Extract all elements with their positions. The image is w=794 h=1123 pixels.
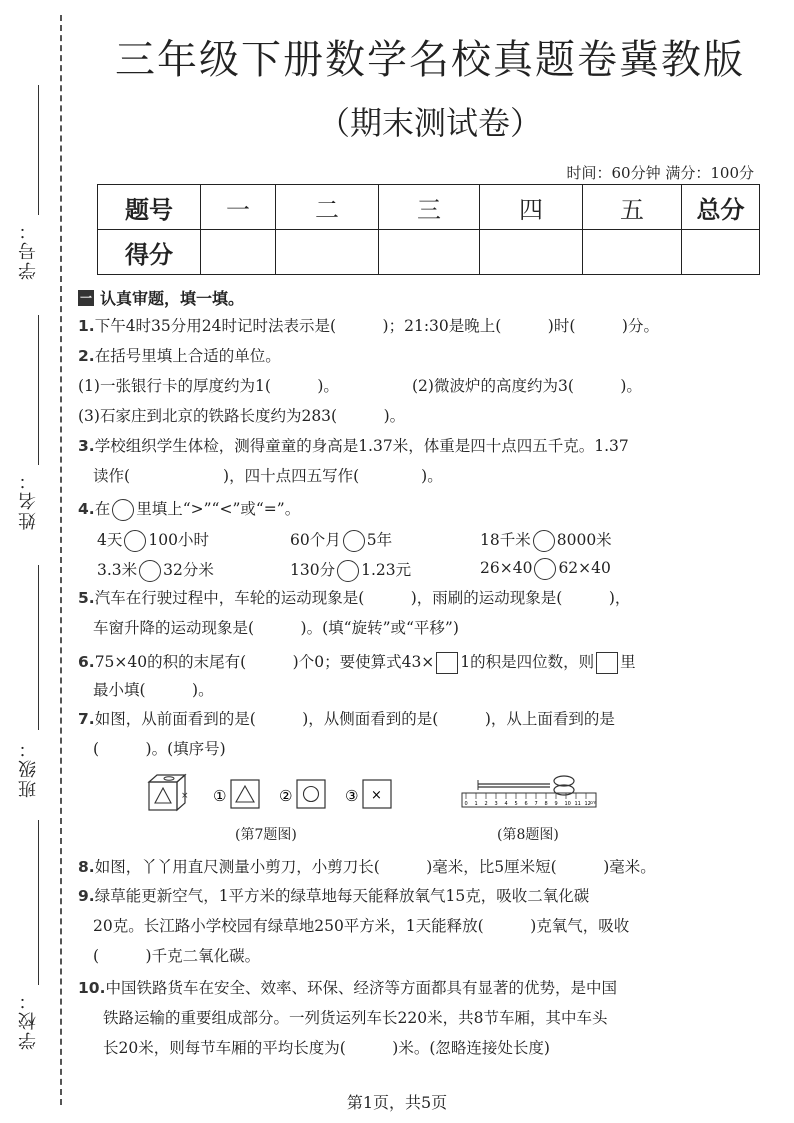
- comparison-left: 18千米: [480, 531, 531, 549]
- name-label: 姓名：: [18, 470, 39, 530]
- class-line: [38, 565, 39, 730]
- question-9-line-2: 20克。长江路小学校园有绿草地250平方米，1天能释放( )克氧气，吸收: [93, 917, 630, 935]
- answer-circle[interactable]: [112, 499, 134, 521]
- question-5-line-2: 车窗升降的运动现象是( )。(填“旋转”或“平移”): [93, 619, 459, 637]
- scissors-icon: [478, 776, 574, 795]
- question-10-line-3: 长20米，则每节车厢的平均长度为( )米。(忽略连接处长度): [103, 1039, 550, 1057]
- score-table-score-row: [98, 230, 760, 275]
- score-cell[interactable]: [276, 230, 379, 275]
- ruler-tick-label: 3: [494, 801, 498, 807]
- question-text: 汽车在行驶过程中，车轮的运动现象是( )，雨刷的运动现象是( )，: [94, 589, 631, 607]
- question-text: 在括号里填上合适的单位。: [94, 347, 281, 365]
- svg-text:×: ×: [181, 791, 189, 801]
- question-number: 8.: [78, 858, 95, 876]
- question-text: 75×40的积的末尾有( )个0；要使算式43×: [94, 653, 435, 671]
- triangle-icon: [236, 786, 254, 802]
- comparison-right: 32分米: [163, 561, 214, 579]
- question-number: 6.: [78, 653, 95, 671]
- question-1: [78, 314, 659, 336]
- score-cell[interactable]: [583, 230, 682, 275]
- question-5: [78, 586, 630, 608]
- page-footer: 第1页，共5页: [346, 1093, 448, 1112]
- answer-circle[interactable]: [124, 530, 146, 552]
- comparison-left: 130分: [290, 561, 336, 579]
- answer-circle[interactable]: [534, 558, 556, 580]
- page-title: 三年级下册数学名校真题卷冀教版: [115, 37, 745, 83]
- table-cell: 总分: [682, 185, 760, 230]
- answer-circle[interactable]: [533, 530, 555, 552]
- comparison-item: [290, 528, 392, 552]
- question-9: [78, 884, 589, 906]
- option-1-label: ①: [213, 787, 227, 805]
- binding-dashed-line: [60, 15, 62, 1105]
- ruler-tick-label: 6: [524, 801, 528, 807]
- answer-circle[interactable]: [343, 530, 365, 552]
- comparison-right: 1.23元: [361, 561, 412, 579]
- comparison-right: 5年: [366, 531, 393, 549]
- question-7-line-2: ( )。(填序号): [93, 740, 226, 758]
- comparison-left: 3.3米: [97, 561, 138, 579]
- comparison-right: 100小时: [148, 531, 209, 549]
- score-cell[interactable]: [201, 230, 276, 275]
- option-2-label: ②: [279, 787, 293, 805]
- question-3: [78, 434, 629, 456]
- comparison-left: 60个月: [290, 531, 341, 549]
- circle-icon: [304, 787, 319, 802]
- page-subtitle: （期末测试卷）: [317, 104, 542, 142]
- comparison-item: [480, 528, 612, 552]
- question-number: 10.: [78, 979, 106, 997]
- question-2: [78, 344, 281, 366]
- ruler-tick-label: 12: [584, 801, 591, 807]
- section-title: 认真审题，填一填。: [100, 289, 245, 308]
- question-4: [78, 497, 300, 521]
- question-6-line-2: 最小填( )。: [93, 681, 214, 699]
- cross-icon: ×: [371, 788, 382, 803]
- option-3-label: ③: [345, 787, 359, 805]
- question-text: 里填上“>”“<”或“=”。: [136, 500, 301, 518]
- question-text: 如图，丫丫用直尺测量小剪刀，小剪刀长( )毫米，比5厘米短( )毫米。: [94, 858, 656, 876]
- name-line: [38, 315, 39, 465]
- question-7: [78, 707, 615, 729]
- question-text: 里: [620, 653, 636, 671]
- ruler-tick-label: 10: [564, 801, 571, 807]
- score-table: [97, 184, 760, 275]
- ruler-tick-label: 11: [574, 801, 581, 807]
- figure-8: [460, 768, 600, 812]
- option-2-shape: [297, 780, 325, 808]
- answer-box[interactable]: [596, 652, 618, 674]
- section-heading: [78, 286, 244, 309]
- comparison-item: [97, 528, 209, 552]
- comparison-left: 26×40: [480, 559, 533, 577]
- score-table-header-row: [98, 185, 760, 230]
- ruler-unit: cm: [590, 800, 597, 805]
- question-8: [78, 855, 656, 877]
- option-1-shape: [231, 780, 259, 808]
- ruler-icon: [462, 793, 596, 807]
- score-cell[interactable]: [379, 230, 480, 275]
- student-id-label: 学号：: [18, 220, 39, 280]
- score-cell[interactable]: [480, 230, 583, 275]
- figure-7-caption: (第7题图): [235, 827, 297, 843]
- class-label: 班级：: [18, 738, 39, 798]
- question-number: 2.: [78, 347, 95, 365]
- question-2-part-3: (3)石家庄到北京的铁路长度约为283( )。: [78, 407, 406, 425]
- comparison-left: 4天: [97, 531, 123, 549]
- ruler-tick-label: 7: [534, 801, 538, 807]
- table-cell: 三: [379, 185, 480, 230]
- ruler-tick-label: 0: [464, 801, 468, 807]
- figure-8-caption: (第8题图): [497, 827, 559, 843]
- table-cell: 四: [480, 185, 583, 230]
- question-9-line-3: ( )千克二氧化碳。: [93, 947, 261, 965]
- answer-circle[interactable]: [337, 560, 359, 582]
- school-label: 学校：: [18, 990, 39, 1050]
- question-text: 中国铁路货车在安全、效率、环保、经济等方面都具有显著的优势，是中国: [105, 979, 617, 997]
- question-10: [78, 976, 617, 998]
- table-cell: 题号: [98, 185, 201, 230]
- section-badge: 一: [79, 290, 92, 305]
- question-number: 4.: [78, 500, 95, 518]
- ruler-tick-label: 1: [474, 801, 478, 807]
- answer-box[interactable]: [436, 652, 458, 674]
- school-line: [38, 820, 39, 985]
- comparison-right: 62×40: [558, 559, 611, 577]
- question-text: 在: [94, 500, 111, 518]
- ruler-tick-label: 9: [554, 801, 558, 807]
- time-info: 时间：60分钟 满分：100分: [566, 164, 754, 182]
- ruler-tick-label: 4: [504, 801, 508, 807]
- comparison-item: [97, 558, 214, 582]
- question-number: 7.: [78, 710, 95, 728]
- question-10-line-2: 铁路运输的重要组成部分。一列货运列车长220米，共8节车厢，其中车头: [103, 1009, 608, 1027]
- table-cell: 五: [583, 185, 682, 230]
- question-2-part-2: (2)微波炉的高度约为3( )。: [412, 377, 642, 395]
- question-number: 3.: [78, 437, 95, 455]
- answer-circle[interactable]: [139, 560, 161, 582]
- question-text: 学校组织学生体检，测得童童的身高是1.37米，体重是四十点四五千克。1.37: [94, 437, 629, 455]
- table-cell: 得分: [98, 230, 201, 275]
- student-id-line: [38, 85, 39, 215]
- comparison-right: 8000米: [556, 531, 612, 549]
- question-3-line-2: 读作( )，四十点四五写作( )。: [93, 467, 443, 485]
- figure-7: [145, 772, 405, 814]
- comparison-item: [290, 558, 411, 582]
- question-text: 绿草能更新空气，1平方米的绿草地每天能释放氧气15克，吸收二氧化碳: [94, 887, 590, 905]
- cube-icon: [149, 775, 189, 810]
- question-number: 5.: [78, 589, 95, 607]
- question-text: 1的积是四位数，则: [460, 653, 595, 671]
- question-2-part-1: (1)一张银行卡的厚度约为1( )。: [78, 377, 339, 395]
- comparison-item: [480, 558, 611, 580]
- question-text: 下午4时35分用24时记时法表示是( )；21:30是晚上( )时( )分。: [94, 317, 659, 335]
- table-cell: 一: [201, 185, 276, 230]
- question-number: 9.: [78, 887, 95, 905]
- question-6: [78, 650, 636, 674]
- question-number: 1.: [78, 317, 95, 335]
- ruler-tick-label: 5: [514, 801, 518, 807]
- score-cell[interactable]: [682, 230, 760, 275]
- table-cell: 二: [276, 185, 379, 230]
- ruler-tick-label: 2: [484, 801, 488, 807]
- question-text: 如图，从前面看到的是( )，从侧面看到的是( )，从上面看到的是: [94, 710, 615, 728]
- ruler-tick-label: 8: [544, 801, 548, 807]
